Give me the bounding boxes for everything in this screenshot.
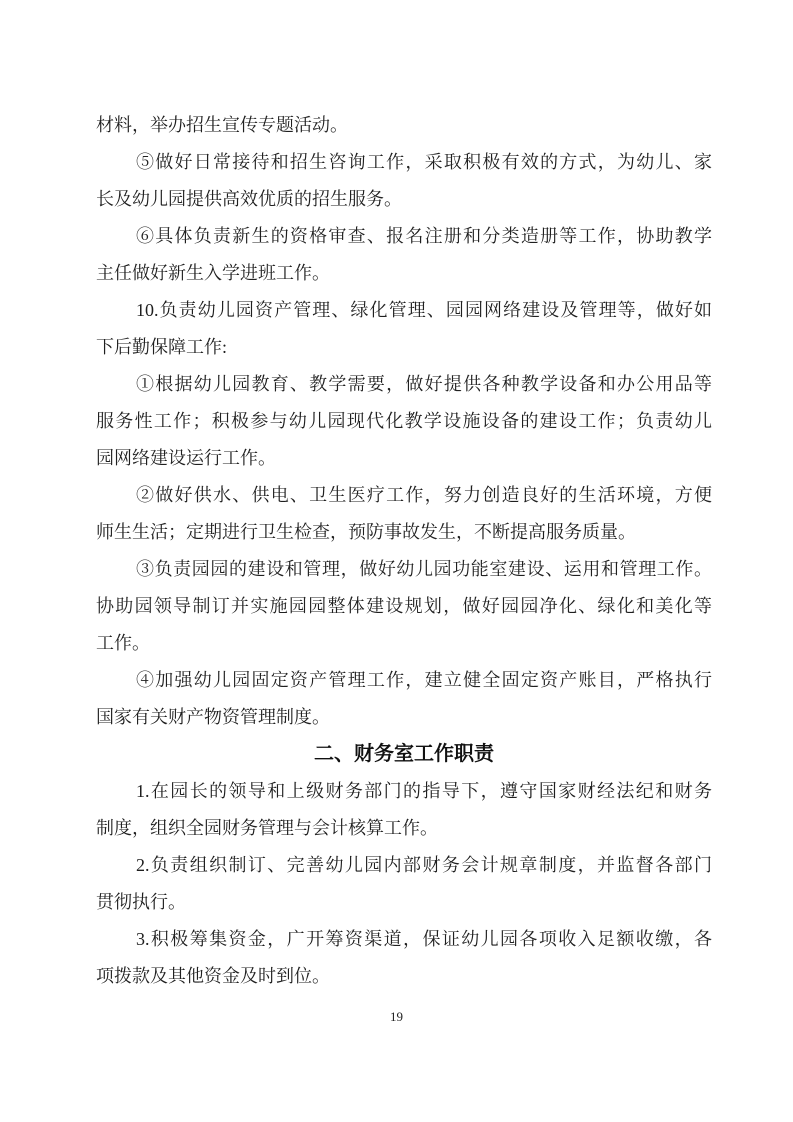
section-heading: 二、财务室工作职责 bbox=[314, 743, 494, 765]
page-body bbox=[96, 107, 712, 995]
body-line: ⑥具体负责新生的资格审查、报名注册和分类造册等工作，协助教学 bbox=[136, 226, 712, 246]
body-line: 材料，举办招生宣传专题活动。 bbox=[96, 115, 348, 135]
body-line: 3.积极筹集资金，广开筹资渠道，保证幼儿园各项收入足额收缴，各 bbox=[136, 929, 712, 949]
body-line: 主任做好新生入学进班工作。 bbox=[96, 263, 330, 283]
body-line: 1.在园长的领导和上级财务部门的指导下，遵守国家财经法纪和财务 bbox=[136, 781, 712, 801]
page-number: 19 bbox=[390, 1009, 403, 1024]
body-line: 师生生活；定期进行卫生检查，预防事故发生，不断提高服务质量。 bbox=[96, 522, 636, 542]
body-line: 制度，组织全园财务管理与会计核算工作。 bbox=[96, 818, 438, 838]
body-line: 下后勤保障工作: bbox=[96, 337, 228, 357]
body-line: 项拨款及其他资金及时到位。 bbox=[96, 966, 330, 986]
body-line: 工作。 bbox=[96, 633, 150, 653]
body-line: 园网络建设运行工作。 bbox=[96, 448, 276, 468]
body-line: ③负责园园的建设和管理，做好幼儿园功能室建设、运用和管理工作。 bbox=[136, 559, 712, 579]
body-line: 协助园领导制订并实施园园整体建设规划，做好园园净化、绿化和美化等 bbox=[96, 596, 712, 616]
body-line: 服务性工作；积极参与幼儿园现代化教学设施设备的建设工作；负责幼儿 bbox=[96, 411, 712, 431]
body-line: ④加强幼儿园固定资产管理工作，建立健全固定资产账目，严格执行 bbox=[136, 670, 712, 690]
body-line: 10.负责幼儿园资产管理、绿化管理、园园网络建设及管理等，做好如 bbox=[136, 300, 712, 320]
body-line: 国家有关财产物资管理制度。 bbox=[96, 707, 330, 727]
body-line: ①根据幼儿园教育、教学需要，做好提供各种教学设备和办公用品等 bbox=[136, 374, 712, 394]
body-line: 长及幼儿园提供高效优质的招生服务。 bbox=[96, 189, 402, 209]
body-line: 贯彻执行。 bbox=[96, 892, 186, 912]
body-line: ⑤做好日常接待和招生咨询工作，采取积极有效的方式，为幼儿、家 bbox=[136, 152, 712, 172]
body-line: 2.负责组织制订、完善幼儿园内部财务会计规章制度，并监督各部门 bbox=[136, 855, 712, 875]
body-line: ②做好供水、供电、卫生医疗工作，努力创造良好的生活环境，方便 bbox=[136, 485, 712, 505]
